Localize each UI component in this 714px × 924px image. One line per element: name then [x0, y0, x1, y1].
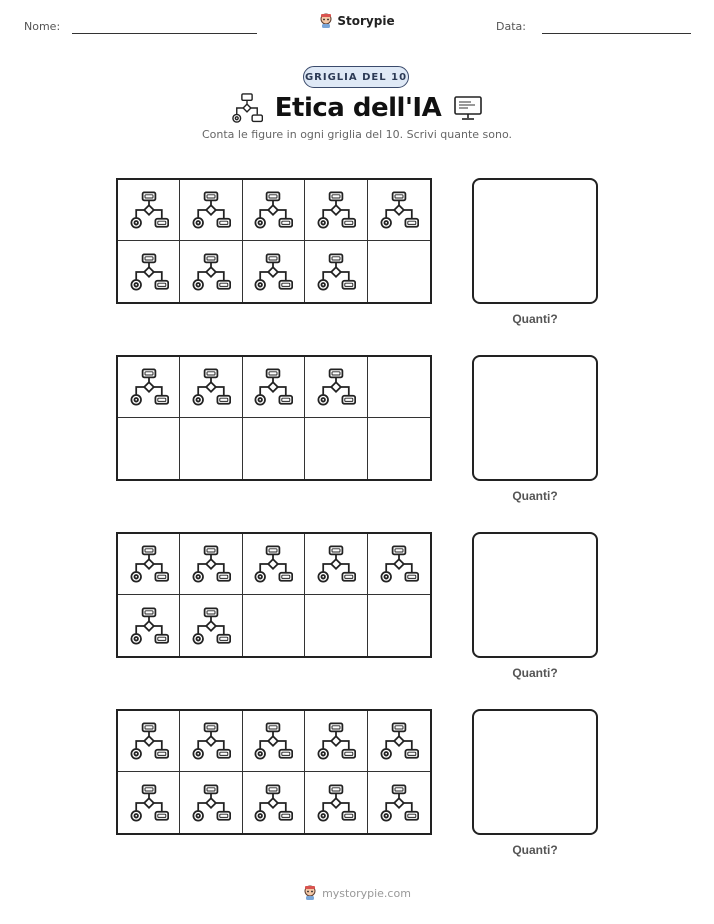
flowchart-icon: [129, 190, 169, 230]
flowchart-icon: [253, 721, 293, 761]
ten-frame-cell: [243, 711, 305, 772]
ten-frame-cell: [243, 772, 305, 833]
ten-frame-cell: [368, 357, 430, 418]
ten-frame-cell: [180, 241, 242, 302]
ten-frame-section-4: [0, 709, 714, 869]
flowchart-icon: [129, 367, 169, 407]
ten-frame-cell: [243, 357, 305, 418]
instructions: Conta le figure in ogni griglia del 10. Scrivi quante sono.: [201, 128, 512, 141]
flowchart-icon: [231, 92, 263, 124]
flowchart-icon: [253, 252, 293, 292]
ten-frame-cell: [368, 772, 430, 833]
answer-box[interactable]: [472, 709, 598, 835]
ten-frame-cell: [368, 418, 430, 479]
name-label: Nome:: [24, 20, 61, 33]
storypie-mascot-icon: [303, 885, 317, 901]
flowchart-icon: [191, 606, 231, 646]
flowchart-icon: [191, 544, 231, 584]
ten-frame-cell: [243, 418, 305, 479]
flowchart-icon: [191, 252, 231, 292]
ten-frame-cell: [368, 534, 430, 595]
flowchart-icon: [129, 721, 169, 761]
ten-frame: [116, 709, 432, 835]
ten-frame-cell: [305, 772, 367, 833]
ten-frame-cell: [180, 180, 242, 241]
flowchart-icon: [253, 783, 293, 823]
date-label: Data:: [496, 20, 526, 33]
flowchart-icon: [379, 783, 419, 823]
ten-frame-cell: [305, 711, 367, 772]
ten-frame-cell: [368, 241, 430, 302]
flowchart-icon: [316, 783, 356, 823]
answer-label: Quanti?: [512, 843, 558, 857]
flowchart-icon: [316, 544, 356, 584]
ten-frame-cell: [118, 534, 180, 595]
brand-name: Storypie: [337, 14, 395, 28]
flowchart-icon: [129, 544, 169, 584]
answer-box[interactable]: [472, 532, 598, 658]
ten-frame-cell: [118, 595, 180, 656]
ten-frame-cell: [305, 534, 367, 595]
ten-frame: [116, 355, 432, 481]
ten-frame-cell: [243, 180, 305, 241]
flowchart-icon: [191, 190, 231, 230]
ten-frame-cell: [118, 711, 180, 772]
ten-frame-cell: [305, 357, 367, 418]
answer-label: Quanti?: [512, 666, 558, 680]
brand-logo: [0, 13, 714, 29]
flowchart-icon: [191, 783, 231, 823]
answer-box[interactable]: [472, 355, 598, 481]
ten-frame-cell: [368, 595, 430, 656]
ten-frame: [116, 532, 432, 658]
ten-frame-section-3: [0, 532, 714, 692]
ten-frame-cell: [368, 711, 430, 772]
ten-frame-cell: [180, 357, 242, 418]
footer-url: mystorypie.com: [322, 886, 411, 900]
flowchart-icon: [316, 721, 356, 761]
ten-frame-cell: [118, 418, 180, 479]
page-title: Etica dell'IA: [274, 93, 442, 123]
date-field[interactable]: [542, 33, 691, 34]
flowchart-icon: [316, 190, 356, 230]
flowchart-icon: [129, 606, 169, 646]
ten-frame-cell: [305, 418, 367, 479]
ten-frame-cell: [118, 180, 180, 241]
answer-box[interactable]: [472, 178, 598, 304]
ten-frame-cell: [368, 180, 430, 241]
flowchart-icon: [253, 190, 293, 230]
ten-frame: [116, 178, 432, 304]
flowchart-icon: [191, 721, 231, 761]
ten-frame-section-2: [0, 355, 714, 515]
ten-frame-cell: [118, 357, 180, 418]
flowchart-icon: [316, 252, 356, 292]
ten-frame-cell: [180, 534, 242, 595]
flowchart-icon: [379, 721, 419, 761]
flowchart-icon: [316, 367, 356, 407]
flowchart-icon: [253, 544, 293, 584]
ten-frame-section-1: [0, 178, 714, 338]
storypie-mascot-icon: [319, 13, 333, 29]
ten-frame-cell: [180, 595, 242, 656]
answer-label: Quanti?: [512, 312, 558, 326]
ten-frame-cell: [118, 772, 180, 833]
name-field[interactable]: [72, 33, 257, 34]
ten-frame-cell: [118, 241, 180, 302]
footer: [0, 885, 714, 901]
ten-frame-cell: [180, 711, 242, 772]
ten-frame-cell: [243, 241, 305, 302]
flowchart-icon: [129, 252, 169, 292]
ten-frame-cell: [243, 534, 305, 595]
ten-frame-cell: [243, 595, 305, 656]
flowchart-icon: [379, 190, 419, 230]
flowchart-icon: [379, 544, 419, 584]
ten-frame-cell: [305, 180, 367, 241]
title-row: [0, 92, 714, 124]
answer-label: Quanti?: [512, 489, 558, 503]
ten-frame-cell: [305, 595, 367, 656]
computer-monitor-icon: [453, 95, 483, 121]
flowchart-icon: [191, 367, 231, 407]
ten-frame-cell: [305, 241, 367, 302]
ten-frame-cell: [180, 418, 242, 479]
flowchart-icon: [129, 783, 169, 823]
worksheet-type-badge: GRIGLIA DEL 10: [303, 66, 409, 88]
flowchart-icon: [253, 367, 293, 407]
ten-frame-cell: [180, 772, 242, 833]
